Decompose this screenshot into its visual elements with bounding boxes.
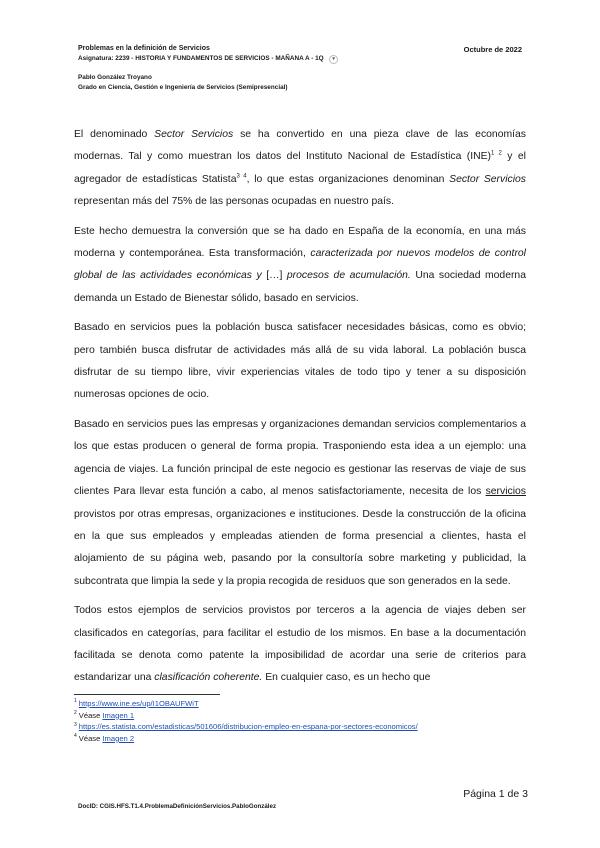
p5-text-c: En cualquier caso, es un hecho que — [262, 672, 431, 684]
p2-italic-quote: caracterizada por nuevos modelos de control global de las actividades económicas y — [74, 248, 526, 282]
footnote-link[interactable]: https://www.ine.es/up/I1OBAUFWiT — [78, 699, 199, 708]
p2-ellipsis: […] — [261, 270, 287, 282]
page-number: Página 1 de 3 — [463, 788, 528, 800]
p1-text-a: El denominado — [74, 129, 155, 140]
p4-text-a: Basado en servicios pues las empresas y organizaciones demandan servicios complementarios a los que estas producen o general de forma propia. Trasponiendo esta idea a un ejemplo: una agencia de viajes. La función principal de este negocio es gestionar las reservas de viaje de sus clientes Para llevar esta función a cabo, al menos satisfactoriamente, necesita de los — [74, 418, 526, 498]
footnote-ref-1-2[interactable]: 1 2 — [491, 150, 502, 157]
course-label: Asignatura: — [78, 55, 114, 62]
course-value: 2239 - HISTORIA Y FUNDAMENTOS DE SERVICIOS - MAÑANA A - 1Q — [115, 55, 324, 62]
footnote-link[interactable]: Imagen 1 — [102, 710, 135, 720]
author-name: Pablo González Troyano — [78, 74, 152, 81]
footnote-2 — [74, 710, 418, 722]
paragraph-5 — [74, 600, 526, 690]
paragraph-1 — [74, 124, 526, 214]
degree-name: Grado en Ciencia, Gestión e Ingeniería de Servicios (Semipresencial) — [78, 84, 288, 91]
header-top-row — [78, 45, 522, 52]
footnote-link[interactable]: https://es.statista.com/estadisticas/501606/distribucion-empleo-en-espana-por-sectores-economicos/ — [78, 722, 418, 732]
footnote-prefix: Véase — [78, 710, 103, 720]
p1-text-g: representan más del 75% de las personas ocupadas en nuestro país. — [74, 196, 395, 208]
footnote-ref-3-4[interactable]: 3 4 — [236, 173, 247, 180]
p1-text-c: se ha convertido en una pieza clave de las economías modernas. Tal y como muestran los datos del Instituto Nacional de Estadística (INE) — [74, 129, 526, 163]
p1-text-d: y el agregador de estadísticas Statista — [74, 151, 526, 185]
footnote-number: 1 — [74, 698, 77, 705]
footnote-4 — [74, 733, 418, 745]
footnote-divider — [74, 694, 220, 695]
footnote-number: 3 — [74, 721, 77, 728]
footnote-3 — [74, 721, 418, 733]
p1-text-e: , lo que estas organizaciones denominan — [246, 173, 450, 185]
footnote-number: 2 — [74, 710, 77, 717]
paragraph-2 — [74, 221, 526, 311]
p2-text-e: Una sociedad moderna demanda un Estado de Bienestar sólido, basado en servicios. — [74, 270, 526, 304]
p5-italic-clasificacion: clasificación coherente. — [154, 672, 263, 684]
p2-italic-quote-2: procesos de acumulación. — [286, 270, 411, 282]
p4-underlined-servicios: servicios — [485, 486, 526, 498]
author-block — [78, 73, 288, 93]
p1-italic-sector: Sector Servicios — [154, 129, 234, 140]
p5-text-a: Todos estos ejemplos de servicios provistos por terceros a la agencia de viajes deben ser clasificados en categorías, para facilitar el estudio de los mismos. En base a la documentación facilitada se denota como patente la imposibilidad de acordar una serie de criterios para estandarizar una — [74, 605, 526, 684]
footnote-number: 4 — [74, 733, 77, 740]
doc-title: Problemas en la definición de Servicios — [78, 45, 210, 52]
paragraph-3: Basado en servicios pues la población busca satisfacer necesidades básicas, como es obvio; pero también busca disfrutar de actividades más allá de su vida laboral. La población busca disfrutar de su tiempo libre, vivir experiencias vitales de todo tipo y tener a su disposición numerosas opciones de ocio. — [74, 322, 526, 401]
course-dropdown-icon[interactable]: ▾ — [329, 55, 338, 64]
paragraph-4 — [74, 414, 526, 593]
p4-text-c: provistos por otras empresas, organizaciones e instituciones. Desde la construcción de la oficina en la que sus empleados y empleadas atienden de forma presencial a clientes, hasta el alojamiento de su página web, pasando por la consultoría sobre marketing y publicidad, la subcontrata que limpia la sede y la propia recogida de residuos que son generados en la sede. — [74, 508, 526, 587]
body-text — [74, 124, 526, 697]
footnote-prefix: Véase — [78, 733, 103, 743]
doc-id: DocID: CGIS.HFS.T1.4.ProblemaDefiniciónServicios.PabloGonzález — [78, 803, 277, 810]
p1-italic-sector-2: Sector Servicios — [449, 173, 526, 185]
p2-text-a: Este hecho demuestra la conversión que se ha dado en España de la economía, en una más moderna y contemporánea. Esta transformación, — [74, 225, 526, 260]
footnotes — [74, 698, 418, 744]
doc-date: Octubre de 2022 — [463, 45, 522, 54]
footnote-1 — [74, 698, 418, 710]
course-line — [78, 55, 338, 64]
footnote-link[interactable]: Imagen 2 — [102, 733, 135, 743]
